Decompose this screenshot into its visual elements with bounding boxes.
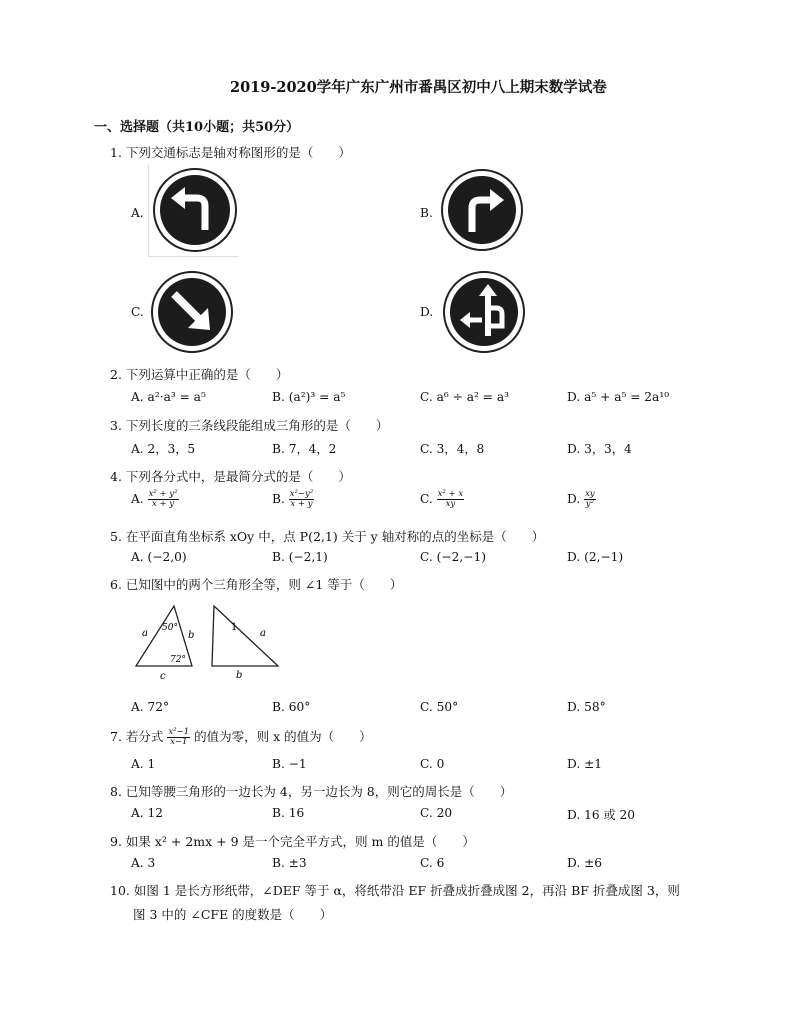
side-label-b-left: b (188, 630, 195, 641)
denominator: y² (585, 498, 594, 509)
q4-option-d[interactable] (567, 490, 596, 509)
q4-option-d-label: D. (567, 491, 581, 506)
q1-option-a-image[interactable] (148, 164, 239, 257)
q1-option-b-image[interactable] (440, 168, 524, 252)
q4-option-a-label: A. (131, 491, 144, 506)
section-heading: 一、选择题（共10小题；共50分） (94, 120, 300, 135)
numerator: x²−1 (168, 727, 190, 738)
q9-option-a[interactable]: A. 3 (131, 856, 156, 870)
denominator: x + y (290, 498, 313, 509)
q9-option-d[interactable]: D. ±6 (567, 856, 603, 870)
q2-option-c[interactable]: C. a⁶ ÷ a² = a³ (420, 390, 510, 404)
q6-option-d[interactable]: D. 58° (567, 700, 606, 714)
q8-option-d[interactable]: D. 16 或 20 (567, 808, 636, 822)
q8-option-c[interactable]: C. 20 (420, 806, 453, 820)
numerator: x²−y² (289, 489, 314, 499)
side-label-c: c (160, 671, 166, 682)
question-1-stem: 1. 下列交通标志是轴对称图形的是（ ） (110, 145, 351, 160)
triangles-diagram (128, 600, 288, 685)
q3-option-b[interactable]: B. 7，4，2 (272, 442, 337, 456)
numerator: xy (585, 489, 595, 499)
q5-option-c[interactable]: C. (−2,−1) (420, 550, 486, 564)
question-9-stem: 9. 如果 x² + 2mx + 9 是一个完全平方式，则 m 的值是（ ） (110, 834, 475, 849)
straight-or-left-sign-icon (442, 270, 526, 354)
q9-option-b[interactable]: B. ±3 (272, 856, 307, 870)
turn-left-sign-icon (149, 164, 239, 256)
q1-option-a-label: A. (131, 206, 144, 220)
q6-option-c[interactable]: C. 50° (420, 700, 459, 714)
q1-option-d-label: D. (420, 305, 434, 319)
q4-option-b-label: B. (272, 491, 285, 506)
q1-option-c-image[interactable] (150, 270, 234, 354)
q1-option-b-label: B. (420, 206, 433, 220)
q3-option-a[interactable]: A. 2，3，5 (131, 442, 196, 456)
q3-option-d[interactable]: D. 3，3，4 (567, 442, 632, 456)
q4-option-c[interactable] (420, 490, 464, 509)
congruent-triangles-figure (128, 600, 288, 685)
numerator: x² + y² (148, 489, 178, 499)
q2-option-b[interactable]: B. (a²)³ = a⁵ (272, 390, 346, 404)
q7-stem-suffix: 的值为零，则 x 的值为（ ） (194, 729, 372, 744)
q3-option-c[interactable]: C. 3，4，8 (420, 442, 485, 456)
side-label-a-left: a (142, 628, 148, 639)
question-10-stem-line2: 图 3 中的 ∠CFE 的度数是（ ） (133, 907, 333, 922)
q4-option-a[interactable] (131, 490, 179, 509)
side-label-a-right: a (260, 628, 266, 639)
question-7-stem (110, 727, 372, 747)
fraction (289, 490, 315, 509)
page-title: 2019-2020学年广东广州市番禺区初中八上期末数学试卷 (230, 79, 607, 96)
q4-option-c-label: C. (420, 491, 433, 506)
question-6-stem: 6. 已知图中的两个三角形全等，则 ∠1 等于（ ） (110, 577, 403, 592)
side-label-b-right: b (236, 670, 243, 681)
denominator: x + y (151, 498, 175, 509)
q9-option-c[interactable]: C. 6 (420, 856, 445, 870)
q6-option-a[interactable]: A. 72° (131, 700, 170, 714)
angle-label-50: 50° (162, 623, 178, 633)
diagonal-arrow-sign-icon (150, 270, 234, 354)
turn-right-sign-icon (440, 168, 524, 252)
numerator: x² + x (437, 489, 464, 499)
question-3-stem: 3. 下列长度的三条线段能组成三角形的是（ ） (110, 418, 389, 433)
q1-option-d-image[interactable] (442, 270, 526, 354)
q5-option-d[interactable]: D. (2,−1) (567, 550, 624, 564)
angle-label-1: 1 (231, 622, 238, 633)
question-10-stem-line1: 10. 如图 1 是长方形纸带，∠DEF 等于 α，将纸带沿 EF 折叠成折叠成图 2，再沿 BF 折叠成图 3，则 (110, 883, 680, 898)
fraction (437, 490, 465, 509)
q5-option-b[interactable]: B. (−2,1) (272, 550, 328, 564)
question-2-stem: 2. 下列运算中正确的是（ ） (110, 367, 289, 382)
denominator: xy (445, 498, 456, 509)
denominator: x−1 (170, 737, 188, 747)
q1-option-c-label: C. (131, 305, 144, 319)
q7-option-a[interactable]: A. 1 (131, 757, 156, 771)
q7-option-c[interactable]: C. 0 (420, 757, 445, 771)
fraction (584, 490, 596, 509)
q2-option-a[interactable]: A. a²·a³ = a⁵ (131, 390, 206, 404)
q7-option-b[interactable]: B. −1 (272, 757, 307, 771)
q8-option-a[interactable]: A. 12 (131, 806, 164, 820)
q8-option-b[interactable]: B. 16 (272, 806, 305, 820)
fraction (167, 728, 190, 747)
q5-option-a[interactable]: A. (−2,0) (131, 550, 187, 564)
q7-stem-prefix: 7. 若分式 (110, 729, 164, 744)
q6-option-b[interactable]: B. 60° (272, 700, 311, 714)
question-4-stem: 4. 下列各分式中，是最简分式的是（ ） (110, 469, 351, 484)
question-8-stem: 8. 已知等腰三角形的一边长为 4，另一边长为 8，则它的周长是（ ） (110, 784, 513, 799)
q2-option-d[interactable]: D. a⁵ + a⁵ = 2a¹⁰ (567, 390, 670, 404)
fraction (148, 490, 179, 509)
angle-label-72: 72° (170, 655, 186, 665)
question-5-stem: 5. 在平面直角坐标系 xOy 中，点 P(2,1) 关于 y 轴对称的点的坐标是（ ） (110, 529, 545, 544)
q7-option-d[interactable]: D. ±1 (567, 757, 603, 771)
q4-option-b[interactable] (272, 490, 314, 509)
